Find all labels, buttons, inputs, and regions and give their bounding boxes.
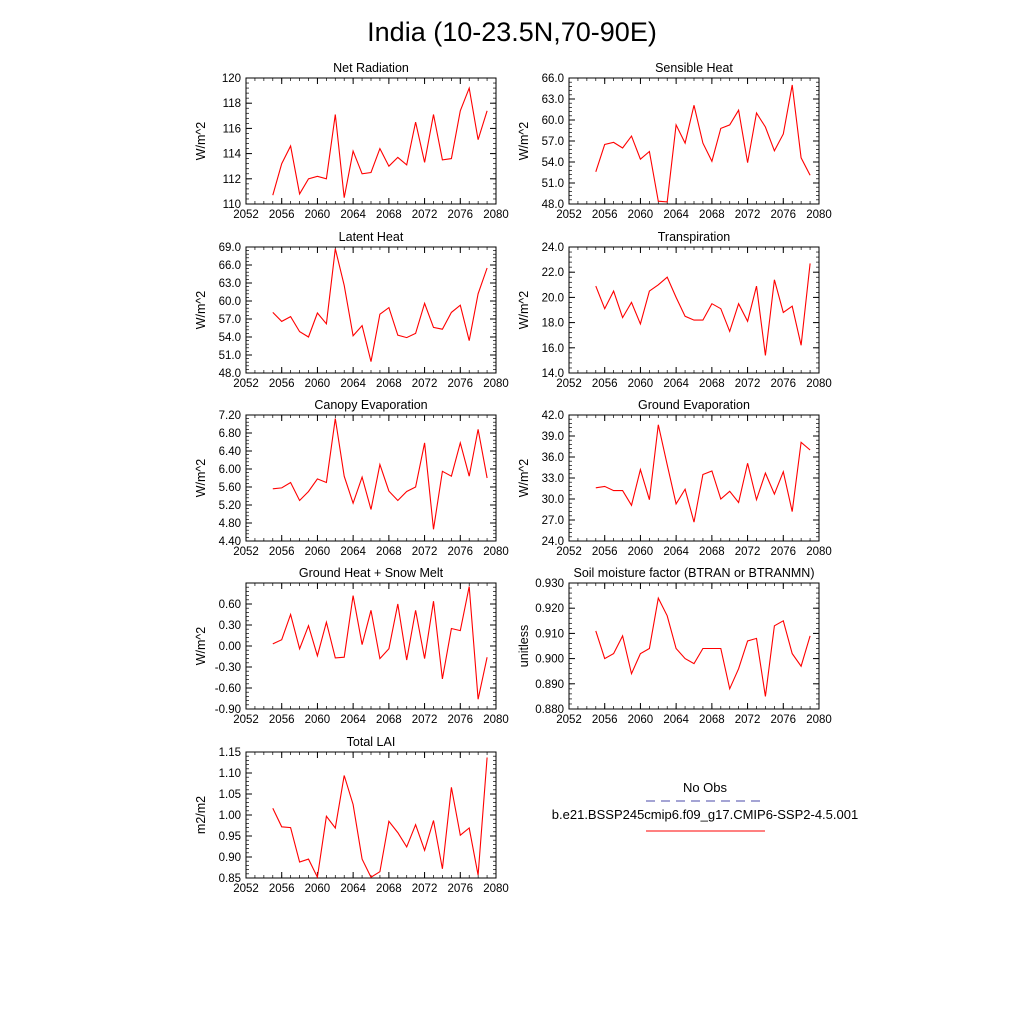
y-tick-label: 1.00	[218, 810, 241, 822]
x-tick-label: 2056	[268, 209, 295, 221]
x-tick-label: 2064	[340, 378, 366, 390]
x-tick-label: 2052	[233, 714, 259, 726]
x-tick-label: 2064	[340, 714, 366, 726]
y-tick-label: 0.910	[535, 628, 564, 641]
y-tick-label: 6.00	[218, 464, 241, 476]
y-tick-label: 24.0	[541, 536, 564, 548]
y-tick-label: -0.60	[214, 683, 241, 695]
x-tick-label: 2060	[627, 378, 654, 390]
x-tick-label: 2064	[340, 209, 366, 221]
panel-title: Total LAI	[346, 735, 396, 749]
x-tick-label: 2068	[699, 209, 725, 221]
page-title: India (10-23.5N,70-90E)	[367, 17, 657, 47]
x-tick-label: 2064	[663, 378, 689, 390]
x-tick-label: 2072	[411, 209, 438, 221]
y-tick-label: 5.20	[218, 500, 241, 512]
legend-obs-label: No Obs	[682, 780, 728, 795]
x-tick-label: 2068	[699, 714, 725, 726]
y-tick-label: -0.90	[214, 704, 241, 716]
x-tick-label: 2060	[627, 714, 654, 726]
y-tick-label: 0.00	[218, 641, 241, 653]
x-tick-label: 2068	[699, 546, 725, 558]
y-tick-label: 51.0	[541, 178, 564, 190]
x-tick-label: 2076	[447, 209, 474, 221]
y-tick-label: 1.05	[218, 789, 241, 801]
x-tick-label: 2052	[233, 378, 259, 390]
y-tick-label: 54.0	[541, 157, 564, 169]
x-tick-label: 2080	[483, 883, 509, 895]
x-tick-label: 2056	[591, 546, 618, 558]
x-tick-label: 2060	[627, 209, 654, 221]
y-tick-label: 60.0	[218, 296, 241, 308]
x-tick-label: 2080	[483, 209, 509, 221]
x-tick-label: 2056	[591, 714, 618, 726]
y-tick-label: 33.0	[541, 473, 564, 485]
y-tick-label: 0.30	[218, 620, 241, 632]
panel-title: Sensible Heat	[655, 61, 733, 75]
y-tick-label: 0.920	[535, 603, 564, 616]
y-tick-label: 112	[222, 173, 241, 186]
x-tick-label: 2080	[806, 378, 832, 390]
y-tick-label: 118	[222, 98, 241, 111]
x-tick-label: 2068	[376, 546, 402, 558]
x-tick-label: 2052	[233, 209, 259, 221]
x-tick-label: 2076	[447, 546, 474, 558]
x-tick-label: 2072	[734, 546, 761, 558]
y-tick-label: 0.60	[218, 599, 241, 611]
y-tick-label: 63.0	[541, 94, 564, 106]
y-tick-label: 30.0	[541, 494, 564, 506]
y-tick-label: 110	[222, 199, 241, 211]
panel-title: Ground Heat + Snow Melt	[298, 566, 444, 580]
y-tick-label: 6.80	[218, 428, 241, 440]
x-tick-label: 2072	[411, 714, 438, 726]
y-tick-label: 6.40	[218, 446, 241, 458]
y-axis-label: W/m^2	[517, 290, 531, 330]
y-tick-label: 4.40	[218, 536, 241, 548]
y-axis-label: unitless	[517, 624, 531, 668]
x-tick-label: 2072	[734, 378, 761, 390]
y-axis-label: m2/m2	[194, 795, 208, 835]
x-tick-label: 2076	[447, 883, 474, 895]
x-tick-label: 2056	[268, 546, 295, 558]
y-axis-label: W/m^2	[517, 458, 531, 498]
y-tick-label: 42.0	[541, 410, 564, 422]
y-tick-label: 66.0	[218, 260, 241, 272]
x-tick-label: 2068	[376, 714, 402, 726]
x-tick-label: 2076	[447, 378, 474, 390]
x-tick-label: 2056	[268, 378, 295, 390]
x-tick-label: 2072	[734, 714, 761, 726]
y-axis-label: W/m^2	[194, 458, 208, 498]
x-tick-label: 2072	[411, 883, 438, 895]
y-tick-label: 0.880	[535, 704, 564, 716]
y-tick-label: 1.10	[218, 768, 241, 780]
x-tick-label: 2080	[483, 546, 509, 558]
y-tick-label: 60.0	[541, 115, 564, 127]
y-tick-label: 0.90	[218, 852, 241, 864]
x-tick-label: 2060	[304, 209, 331, 221]
x-tick-label: 2080	[806, 209, 832, 221]
panel-title: Transpiration	[657, 230, 731, 244]
x-tick-label: 2056	[268, 883, 295, 895]
y-tick-label: 57.0	[218, 314, 241, 326]
x-tick-label: 2076	[447, 714, 474, 726]
y-tick-label: 24.0	[541, 242, 564, 254]
y-tick-label: 48.0	[541, 199, 564, 211]
x-tick-label: 2068	[376, 209, 402, 221]
y-tick-label: 5.60	[218, 482, 241, 494]
y-tick-label: 0.930	[535, 578, 564, 590]
x-tick-label: 2056	[591, 209, 618, 221]
x-tick-label: 2072	[411, 378, 438, 390]
y-tick-label: 0.890	[535, 678, 564, 691]
y-axis-label: W/m^2	[194, 626, 208, 666]
x-tick-label: 2064	[340, 883, 366, 895]
y-tick-label: 114	[222, 148, 241, 161]
y-tick-label: 27.0	[541, 515, 564, 527]
y-tick-label: 0.85	[218, 873, 241, 885]
y-tick-label: 0.900	[535, 653, 564, 666]
x-tick-label: 2076	[770, 378, 797, 390]
y-tick-label: 39.0	[541, 431, 564, 443]
x-tick-label: 2076	[770, 714, 797, 726]
y-tick-label: 14.0	[541, 368, 564, 380]
y-tick-label: 66.0	[541, 73, 564, 85]
y-tick-label: 57.0	[541, 136, 564, 148]
x-tick-label: 2080	[483, 378, 509, 390]
y-tick-label: 116	[222, 123, 241, 136]
y-tick-label: 16.0	[541, 342, 564, 355]
x-tick-label: 2064	[340, 546, 366, 558]
x-tick-label: 2052	[556, 378, 582, 390]
x-tick-label: 2076	[770, 546, 797, 558]
y-tick-label: 69.0	[218, 242, 241, 254]
x-tick-label: 2056	[591, 378, 618, 390]
panel-title: Soil moisture factor (BTRAN or BTRANMN)	[573, 566, 815, 580]
y-tick-label: 1.15	[218, 747, 241, 759]
x-tick-label: 2064	[663, 546, 689, 558]
panel-title: Net Radiation	[333, 61, 409, 75]
y-tick-label: 51.0	[218, 350, 241, 362]
x-tick-label: 2060	[304, 883, 331, 895]
x-tick-label: 2072	[734, 209, 761, 221]
x-tick-label: 2080	[806, 714, 832, 726]
y-axis-label: W/m^2	[194, 290, 208, 330]
x-tick-label: 2060	[304, 378, 331, 390]
x-tick-label: 2064	[663, 209, 689, 221]
x-tick-label: 2072	[411, 546, 438, 558]
x-tick-label: 2068	[699, 378, 725, 390]
x-tick-label: 2052	[556, 714, 582, 726]
x-tick-label: 2052	[556, 209, 582, 221]
y-tick-label: 0.95	[218, 831, 241, 843]
y-tick-label: -0.30	[214, 662, 241, 674]
y-tick-label: 18.0	[541, 317, 564, 330]
y-tick-label: 63.0	[218, 278, 241, 290]
y-tick-label: 120	[221, 73, 241, 85]
y-tick-label: 22.0	[541, 267, 564, 280]
y-tick-label: 36.0	[541, 452, 564, 464]
x-tick-label: 2052	[233, 546, 259, 558]
x-tick-label: 2064	[663, 714, 689, 726]
x-tick-label: 2068	[376, 883, 402, 895]
x-tick-label: 2060	[627, 546, 654, 558]
x-tick-label: 2052	[556, 546, 582, 558]
panel-title: Latent Heat	[338, 230, 404, 244]
y-tick-label: 54.0	[218, 332, 241, 344]
panel-title: Ground Evaporation	[638, 398, 750, 412]
y-axis-label: W/m^2	[517, 121, 531, 161]
panel-title: Canopy Evaporation	[314, 398, 428, 412]
legend-model-label: b.e21.BSSP245cmip6.f09_g17.CMIP6-SSP2-4.5.001	[551, 807, 859, 822]
y-tick-label: 7.20	[218, 410, 241, 422]
x-tick-label: 2052	[233, 883, 259, 895]
x-tick-label: 2080	[806, 546, 832, 558]
x-tick-label: 2060	[304, 714, 331, 726]
x-tick-label: 2076	[770, 209, 797, 221]
y-tick-label: 48.0	[218, 368, 241, 380]
y-tick-label: 4.80	[218, 518, 241, 530]
y-tick-label: 20.0	[541, 292, 564, 305]
x-tick-label: 2056	[268, 714, 295, 726]
x-tick-label: 2068	[376, 378, 402, 390]
y-axis-label: W/m^2	[194, 121, 208, 161]
x-tick-label: 2060	[304, 546, 331, 558]
x-tick-label: 2080	[483, 714, 509, 726]
